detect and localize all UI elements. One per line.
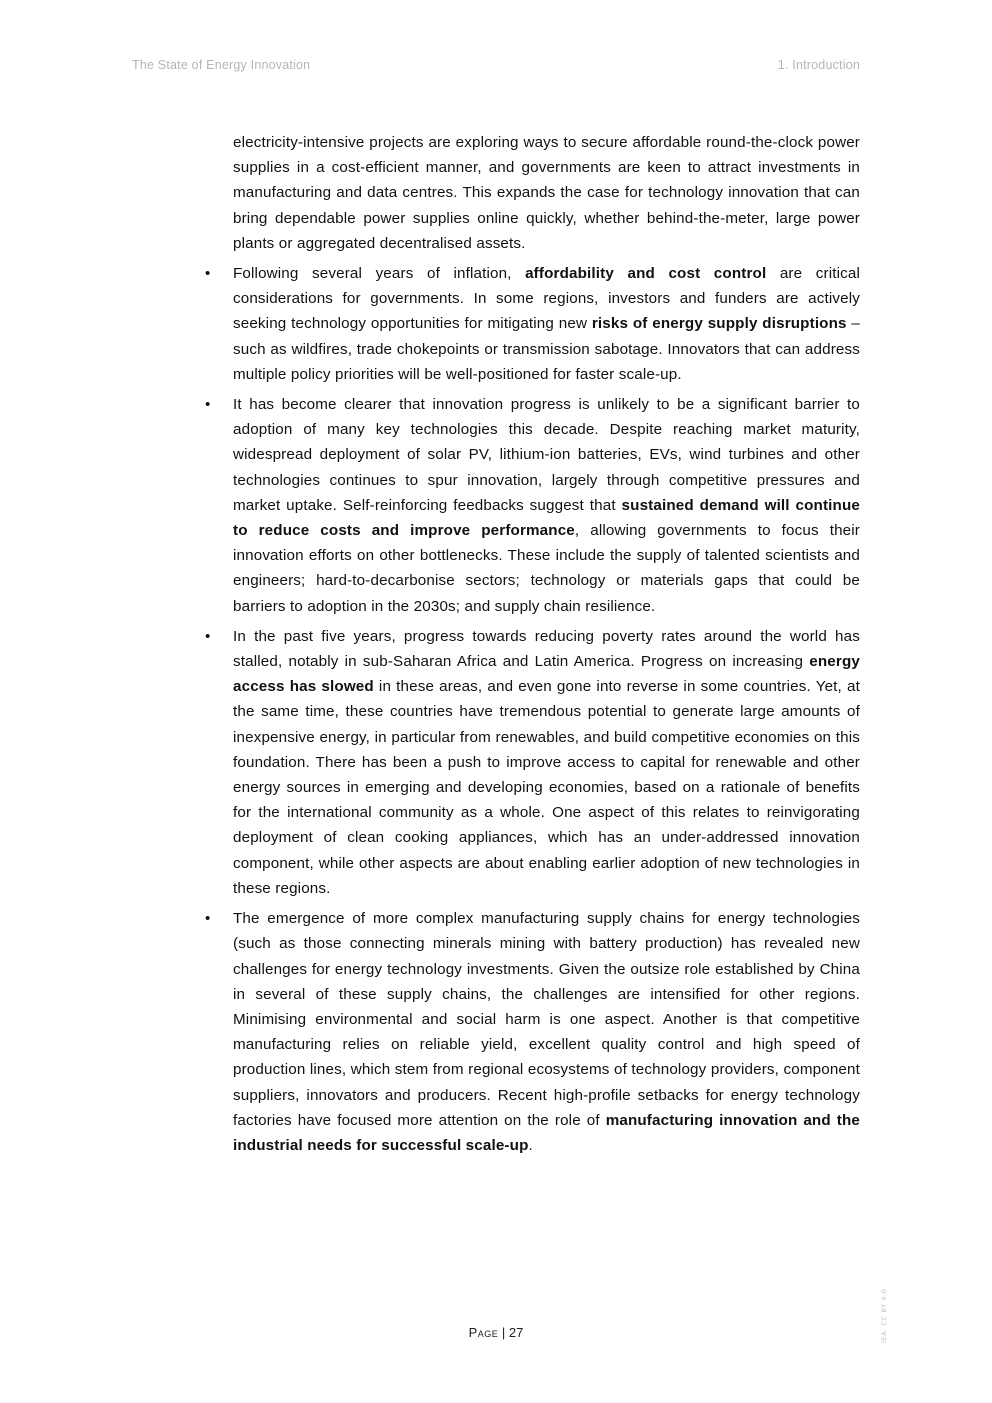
bullet-text: Following several years of inflation,	[233, 265, 526, 283]
page-number: 27	[508, 1325, 524, 1340]
bullet-emphasis: affordability and cost control	[525, 265, 767, 283]
bullet-emphasis: manufacturing innovation and the industrial needs for successful scale-up	[233, 1111, 860, 1154]
bullet-text: in these areas, and even gone into reverse in some countries. Yet, at the same time, these countries have tremendous potential to generate large amounts of inexpensive energy, in particular from renewables, and build competitive economies on this foundation. There has been a push to improve access to capital for renewable and other energy sources in emerging and developing economies, based on a rationale of benefits for the international community as a whole. One aspect of this relates to reinvigorating deployment of clean cooking appliances, which has an under-addressed innovation component, while other aspects are about enabling earlier adoption of new technologies in these regions.	[233, 678, 860, 897]
bullet-icon: •	[205, 396, 211, 414]
bullet-item-affordability	[205, 261, 861, 387]
bullet-emphasis: sustained demand will continue to reduce costs and improve performance	[233, 496, 860, 540]
bullet-text: , allowing governments to focus their innovation efforts on other bottlenecks. These include the supply of talented scientists and engineers; hard-to-decarbonise sectors; technology or materials gaps that could be barriers to adoption in the 2030s; and supply chain resilience.	[233, 522, 860, 615]
bullet-item-supply-chains	[205, 906, 860, 1158]
bullet-icon: •	[205, 627, 211, 645]
bullet-icon: •	[205, 265, 211, 283]
bullet-emphasis: energy access has slowed	[233, 653, 860, 696]
page-footer	[0, 1325, 992, 1340]
bullet-text: It has become clearer that innovation progress is unlikely to be a significant barrier to adoption of many key technologies this decade. Despite reaching market maturity, widespread deployment of solar PV, lithium-ion batteries, EVs, wind turbines and other technologies continues to spur innovation, largely through competitive pressures and market uptake. Self-reinforcing feedbacks suggest that	[233, 396, 860, 514]
bullet-text: – such as wildfires, trade chokepoints or transmission sabotage. Innovators that can address multiple policy priorities will be well-positioned for faster scale-up.	[233, 315, 861, 383]
running-header	[132, 58, 860, 76]
bullet-item-energy-access	[205, 624, 860, 901]
bullet-icon: •	[205, 910, 211, 928]
body-text	[205, 130, 861, 1163]
page-separator: |	[498, 1325, 509, 1340]
report-title: The State of Energy Innovation	[132, 58, 311, 72]
bullet-item-innovation-progress	[205, 392, 860, 619]
bullet-text: are critical considerations for governments. In some regions, investors and funders are actively seeking technology opportunities for mitigating new	[233, 265, 860, 333]
bullet-text: The emergence of more complex manufacturing supply chains for energy technologies (such as those connecting minerals mining with battery production) has revealed new challenges for energy technology investments. Given the outsize role established by China in several of these supply chains, the challenges are intensified for other regions. Minimising environmental and social harm is one aspect. Another is that competitive manufacturing relies on reliable yield, excellent quality control and high speed of production lines, which stem from regional ecosystems of technology providers, component suppliers, innovators and producers. Recent high-profile setbacks for energy technology factories have focused more attention on the role of	[233, 910, 860, 1129]
license-watermark: IEA. CC BY 4.0.	[880, 1285, 888, 1343]
bullet-text: .	[528, 1136, 533, 1154]
chapter-title: 1. Introduction	[777, 58, 860, 72]
bullet-emphasis: risks of energy supply disruptions	[591, 315, 847, 333]
page-label: Page	[468, 1325, 499, 1340]
continuation-paragraph: electricity-intensive projects are exploring ways to secure affordable round-the-clock power supplies in a cost-efficient manner, and governments are keen to attract investments in manufacturing and data centres. This expands the case for technology innovation that can bring dependable power supplies online quickly, whether behind-the-meter, large power plants or aggregated decentralised assets.	[233, 134, 860, 252]
bullet-text: In the past five years, progress towards reducing poverty rates around the world has stalled, notably in sub-Saharan Africa and Latin America. Progress on increasing	[233, 627, 860, 671]
bullet-list	[205, 261, 861, 1158]
